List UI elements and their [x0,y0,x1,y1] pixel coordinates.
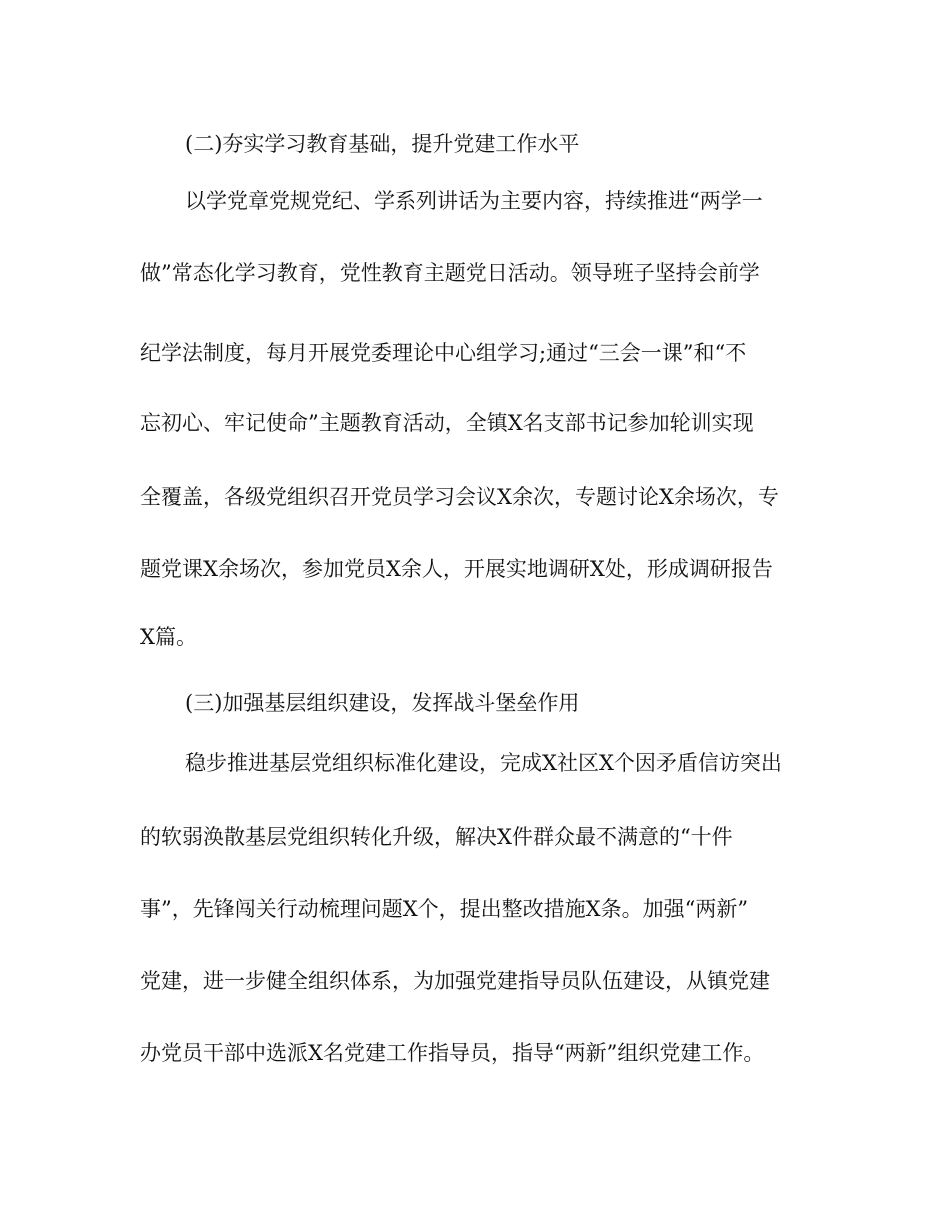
paragraph-line: 事”，先锋闯关行动梳理问题X个，提出整改措施X条。加强“两新” [140,897,749,921]
paragraph-line: 题党课X余场次，参加党员X余人，开展实地调研X处，形成调研报告 [140,557,773,581]
paragraph-line: 忘初心、牢记使命”主题教育活动，全镇X名支部书记参加轮训实现 [140,411,754,435]
paragraph-line: 以学党章党规党纪、学系列讲话为主要内容，持续推进“两学一 [185,189,763,213]
paragraph-line: X篇。 [140,625,197,649]
paragraph-line: 全覆盖，各级党组织召开党员学习会议X余次，专题讨论X余场次，专 [140,485,779,509]
paragraph-line: 纪学法制度，每月开展党委理论中心组学习;通过“三会一课”和“不 [140,341,747,365]
paragraph-line: 党建，进一步健全组织体系，为加强党建指导员队伍建设，从镇党建 [140,969,770,993]
paragraph-line: 办党员干部中选派X名党建工作指导员，指导“两新”组织党建工作。 [140,1041,765,1065]
paragraph-line: 稳步推进基层党组织标准化建设，完成X社区X个因矛盾信访突出 [185,751,782,775]
paragraph-line: 做”常态化学习教育，党性教育主题党日活动。领导班子坚持会前学 [140,261,760,285]
paragraph-line: 的软弱涣散基层党组织转化升级，解决X件群众最不满意的“十件 [140,825,733,849]
section-heading-3: (三)加强基层组织建设，发挥战斗堡垒作用 [185,691,580,715]
section-heading-2: (二)夯实学习教育基础，提升党建工作水平 [185,132,580,156]
